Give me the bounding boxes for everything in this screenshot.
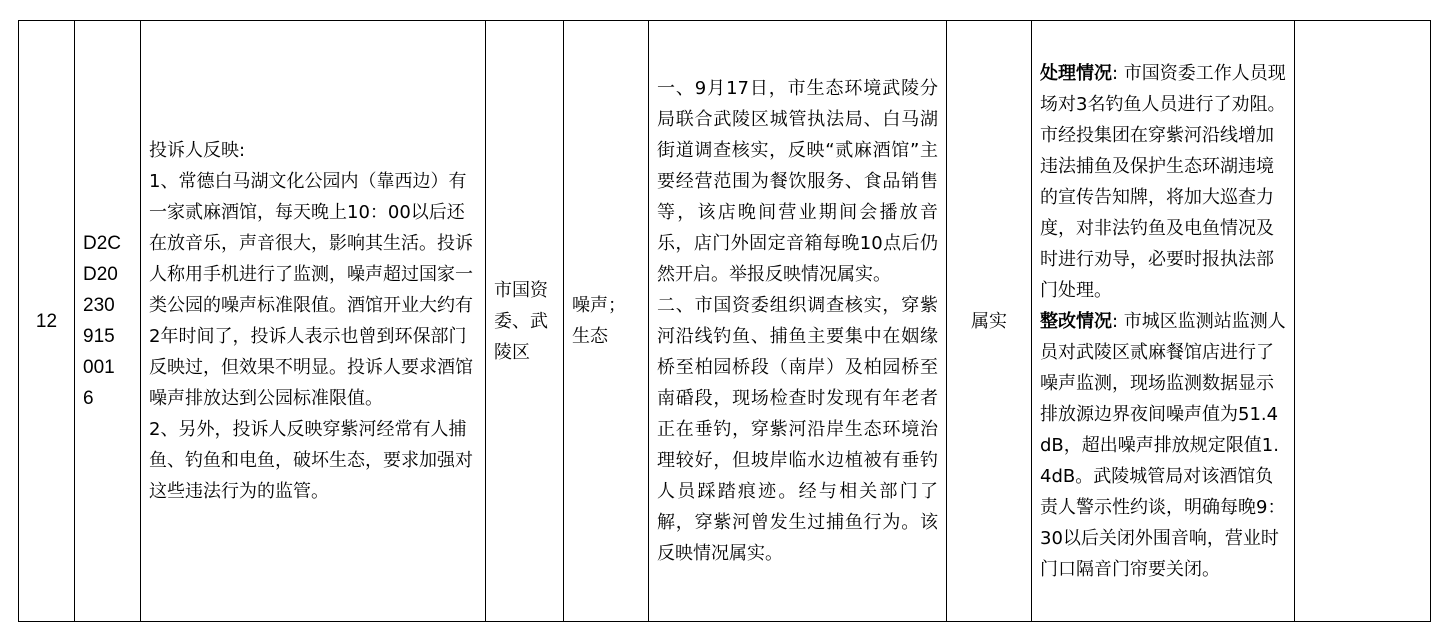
table-row [19,21,1431,622]
verification-result-cell [947,21,1032,622]
handling-cell [1032,21,1295,622]
investigation-cell [649,21,947,622]
case-code-line: 6 [83,388,94,409]
complaint-type-cell [564,21,649,622]
remarks-cell [1295,21,1431,622]
complaint-content-cell [141,21,486,622]
case-code-line: D2C [83,233,122,254]
responsible-unit-cell [486,21,564,622]
case-code-line: 001 [83,357,115,378]
rectification-text: 市城区监测站监测人员对武陵区贰麻餐馆店进行了噪声监测，现场监测数据显示排放源边界夜间噪声值为51.4dB，超出噪声排放规定限值1.4dB。武陵城管局对该酒馆负责人警示性约谈，明确每晚9：30以后关闭外围音响，营业时门口隔音门帘要关闭。 [1040,310,1286,580]
verification-result: 属实 [971,310,1007,332]
complaint-intro: 投诉人反映: [149,140,246,161]
handling-paragraph: 处理情况: 市国资委工作人员现场对3名钓鱼人员进行了劝阻。市经投集团在穿紫河沿线增加违法捕鱼及保护生态环湖违境的宣传告知牌，将加大巡查力度，对非法钓鱼及电鱼情况及时进行劝导，必要时报执法部门处理。 [1040,62,1286,301]
case-code-cell [75,21,141,622]
handling-label: 处理情况 [1040,62,1112,84]
complaint-type: 噪声；生态 [572,295,626,347]
complaint-item-2: 2、另外，投诉人反映穿紫河经常有人捕鱼、钓鱼和电鱼，破坏生态，要求加强对这些违法行为的监管。 [149,419,473,502]
rectification-paragraph: 整改情况: 市城区监测站监测人员对武陵区贰麻餐馆店进行了噪声监测，现场监测数据显示排放源边界夜间噪声值为51.4dB，超出噪声排放规定限值1.4dB。武陵城管局对该酒馆负责人警示性约谈，明确每晚9：30以后关闭外围音响，营业时门口隔音门帘要关闭。 [1040,310,1286,580]
investigation-item-2: 二、市国资委组织调查核实，穿紫河沿线钓鱼、捕鱼主要集中在姻缘桥至柏园桥段（南岸）及柏园桥至南碈段，现场检查时发现有年老者正在垂钓，穿紫河沿岸生态环境治理较好，但坡岸临水边植被有垂钓人员踩踏痕迹。经与相关部门了解，穿紫河曾发生过捕鱼行为。该反映情况属实。 [657,295,938,564]
case-code-line: D20 [83,264,118,285]
complaint-item-1: 1、常德白马湖文化公园内（靠西边）有一家贰麻酒馆，每天晚上10：00以后还在放音乐，声音很大，影响其生活。投诉人称用手机进行了监测，噪声超过国家一类公园的噪声标准限值。酒馆开业大约有2年时间了，投诉人表示也曾到环保部门反映过，但效果不明显。投诉人要求酒馆噪声排放达到公园标准限值。 [149,171,473,409]
handling-text: 市国资委工作人员现场对3名钓鱼人员进行了劝阻。市经投集团在穿紫河沿线增加违法捕鱼及保护生态环湖违境的宣传告知牌，将加大巡查力度，对非法钓鱼及电鱼情况及时进行劝导，必要时报执法部门处理。 [1040,62,1286,301]
investigation-item-1: 一、9月17日，市生态环境武陵分局联合武陵区城管执法局、白马湖街道调查核实，反映“贰麻酒馆”主要经营范围为餐饮服务、食品销售等，该店晚间营业期间会播放音乐，店门外固定音箱每晚10点后仍然开启。举报反映情况属实。 [657,78,938,285]
responsible-unit: 市国资委、武陵区 [494,279,548,363]
rectification-label: 整改情况 [1040,310,1112,332]
complaint-table [18,20,1431,622]
row-number: 12 [35,310,58,332]
row-number-cell [19,21,75,622]
case-code-line: 230 [83,295,115,316]
case-code-line: 915 [83,326,115,347]
